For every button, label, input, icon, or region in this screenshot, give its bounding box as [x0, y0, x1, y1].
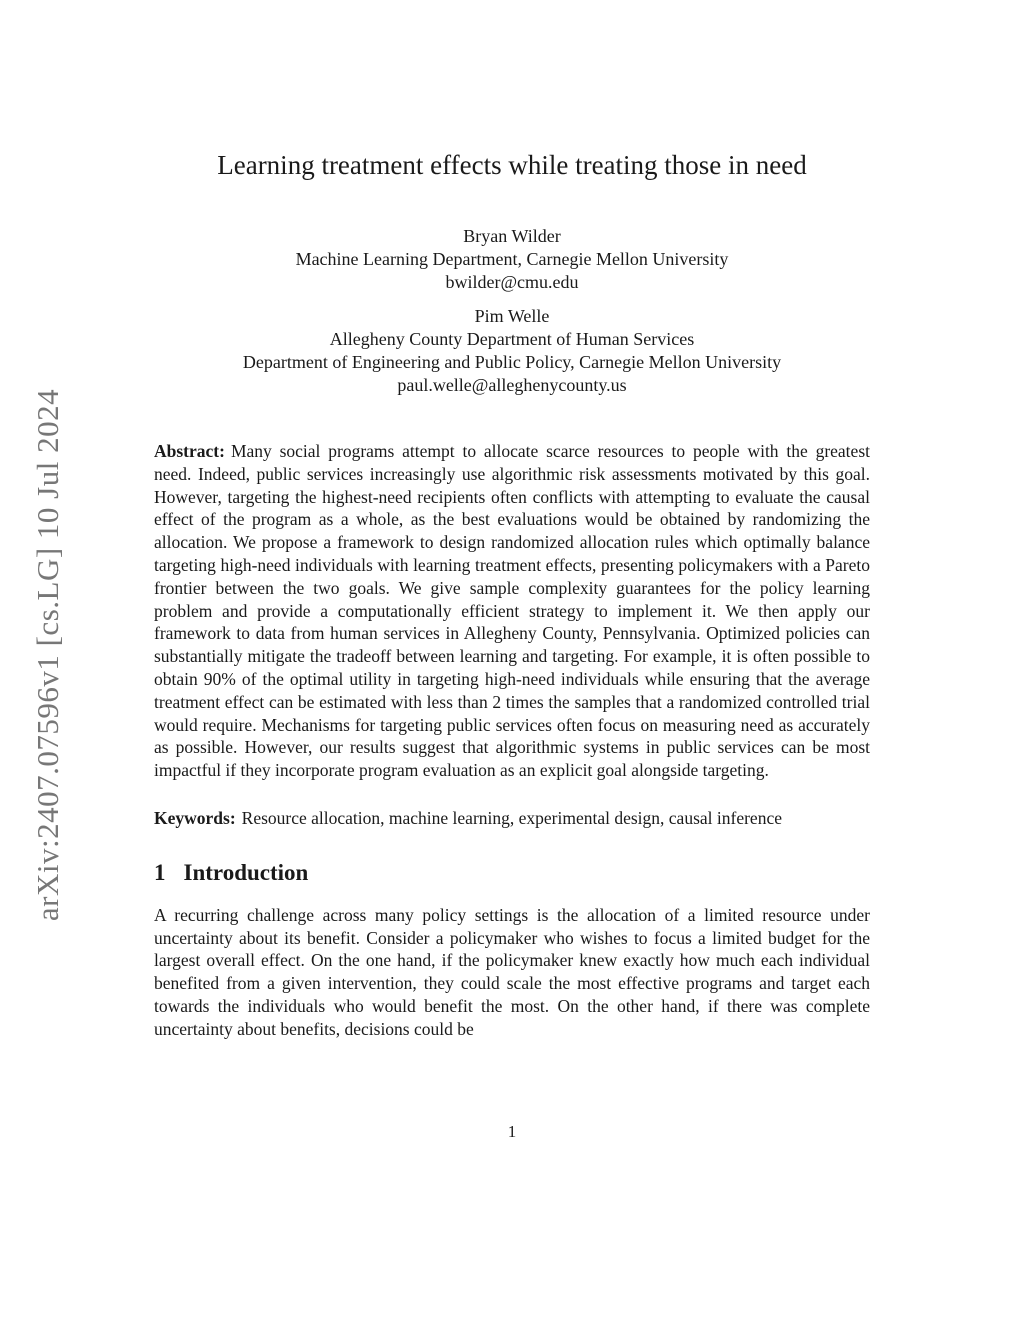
- author-email: paul.welle@alleghenycounty.us: [397, 375, 627, 395]
- paper-title: Learning treatment effects while treating those in need: [217, 150, 807, 180]
- author-block: [0, 225, 1024, 397]
- keywords-text: Resource allocation, machine learning, experimental design, causal inference: [241, 807, 782, 828]
- abstract-label: Abstract:: [154, 441, 225, 461]
- author-affiliation: Department of Engineering and Public Policy, Carnegie Mellon University: [242, 352, 782, 372]
- author-affiliation: Machine Learning Department, Carnegie Mellon University: [295, 249, 729, 269]
- abstract-text: Many social programs attempt to allocate scarce resources to people with the greatest need. Indeed, public services increasingly use algorithmic risk assessments motivated by this goal. However, targeting the highest-need recipients often conflicts with attempting to evaluate the causal effect of the program as a whole, as the best evaluations would be obtained by randomizing the allocation. We propose a framework to design randomized allocation rules which optimally balance targeting high-need individuals with learning treatment effects, presenting policymakers with a Pareto frontier between the two goals. We give sample complexity guarantees for the policy learning problem and provide a computationally efficient strategy to implement it. We then apply our framework to data from human services in Allegheny County, Pennsylvania. Optimized policies can substantially mitigate the tradeoff between learning and targeting. For example, it is often possible to obtain 90% of the optimal utility in targeting high-need individuals while ensuring that the average treatment effect can be estimated with less than 2 times the samples that a randomized controlled trial would require. Mechanisms for targeting public services often focus on measuring need as accurately as possible. However, our results suggest that algorithmic systems in public services can be most impactful if they incorporate program evaluation as an explicit goal alongside targeting.: [154, 441, 870, 781]
- section-number: 1: [154, 859, 166, 885]
- page-number: 1: [507, 1122, 517, 1141]
- paper-body: [154, 440, 870, 1041]
- author-name: Bryan Wilder: [463, 226, 561, 246]
- section-title: Introduction: [183, 859, 309, 885]
- intro-paragraph: A recurring challenge across many policy settings is the allocation of a limited resource under uncertainty about its benefit. Consider a policymaker who wishes to focus a limited budget for the largest overall effect. On the one hand, if the policymaker knew exactly how much each individual benefited from a given intervention, they could scale the most effective programs and target each towards the individuals who would benefit the most. On the other hand, if there was complete uncertainty about benefits, decisions could be: [154, 904, 870, 1039]
- author-name: Pim Welle: [474, 306, 550, 326]
- section-heading: [154, 858, 870, 888]
- author-1: [0, 225, 1024, 294]
- author-2: [0, 305, 1024, 397]
- arxiv-identifier: arXiv:2407.07596v1 [cs.LG] 10 Jul 2024: [30, 388, 65, 922]
- abstract: [154, 440, 870, 782]
- keywords: [154, 807, 870, 830]
- author-email: bwilder@cmu.edu: [445, 272, 579, 292]
- author-affiliation: Allegheny County Department of Human Services: [329, 329, 695, 349]
- keywords-label: Keywords:: [154, 807, 236, 828]
